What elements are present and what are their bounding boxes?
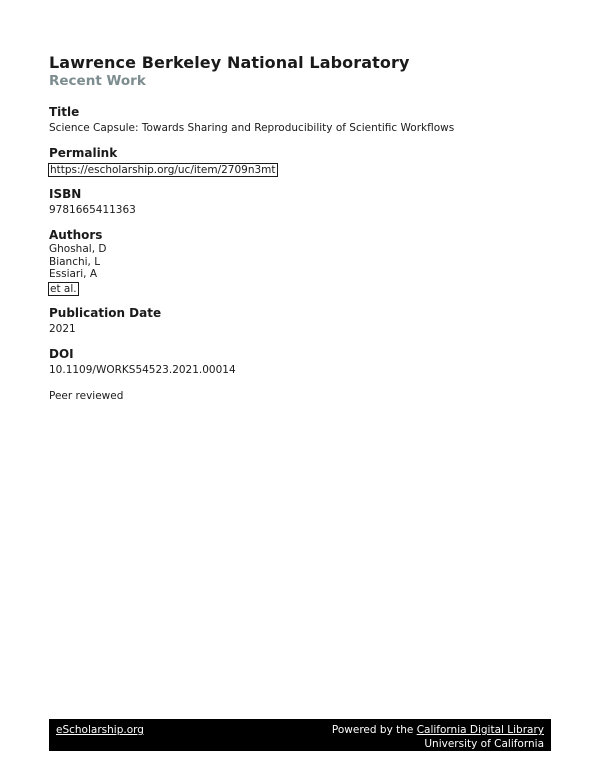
isbn-label: ISBN: [49, 187, 82, 201]
peer-review-status: Peer reviewed: [49, 390, 124, 402]
footer-left: [56, 724, 144, 736]
author-item: Bianchi, L: [49, 255, 101, 268]
author-list: [49, 243, 106, 281]
author-item: Essiari, A: [49, 268, 98, 280]
doi-label: DOI: [49, 347, 74, 361]
publication-date-label: Publication Date: [49, 306, 162, 320]
authors-label: Authors: [49, 228, 103, 242]
more-authors-link[interactable]: et al.: [50, 283, 77, 295]
powered-by-text: Powered by the: [331, 724, 417, 736]
title-value: Science Capsule: Towards Sharing and Reproducibility of Scientific Workflows: [49, 122, 455, 134]
footer-right: [332, 724, 544, 751]
cdl-link[interactable]: California Digital Library: [416, 724, 544, 736]
isbn-value: 9781665411363: [49, 204, 136, 216]
title-label: Title: [49, 105, 80, 119]
permalink-link[interactable]: https://escholarship.org/uc/item/2709n3mt: [50, 164, 276, 176]
escholarship-link[interactable]: eScholarship.org: [56, 724, 144, 736]
footer-bar: [49, 719, 551, 751]
author-item: Ghoshal, D: [49, 243, 107, 255]
powered-by-line: [332, 724, 544, 738]
publication-date-value: 2021: [49, 323, 76, 335]
permalink-label: Permalink: [49, 146, 118, 160]
university-name: University of California: [424, 737, 544, 750]
collection-subtitle: Recent Work: [49, 73, 146, 89]
doi-value: 10.1109/WORKS54523.2021.00014: [49, 364, 236, 376]
org-title: Lawrence Berkeley National Laboratory: [49, 53, 410, 72]
